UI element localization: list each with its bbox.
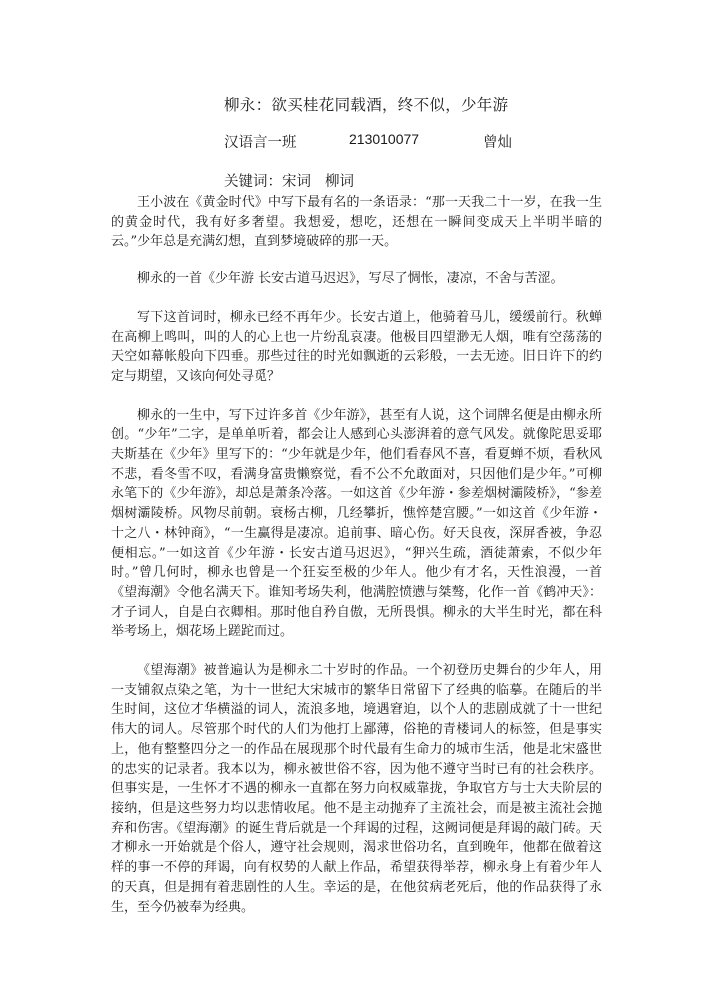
keywords-line [224, 170, 354, 191]
student-id: 213010077 [349, 131, 420, 147]
keyword-1: 宋词 [282, 174, 311, 190]
class-name: 汉语言一班 [224, 135, 297, 151]
author-name: 曾灿 [483, 135, 512, 151]
keyword-2: 柳词 [325, 174, 354, 190]
paragraph-2: 柳永的一首《少年游 长安古道马迟迟》，写尽了惆怅，凄凉，不舍与苦涩。 [137, 271, 564, 287]
paragraph-5: 《望海潮》被普遍认为是柳永二十岁时的作品。一个初登历史舞台的少年人，用一支铺叙点染之笔，为十一世纪大宋城市的繁华日常留下了经典的临摹。在随后的半生时间，这位才华横溢的词人，流浪多地，境遇窘迫，以个人的悲剧成就了十一世纪伟大的词人。尽管那个时代的人们为他打上鄙薄，俗艳的青楼词人的标签，但是事实上，他有整整四分之一的作品在展现那个时代最有生命力的城市生活，他是北宋盛世的忠实的记录者。我本以为，柳永被世俗不容，因为他不遵守当时已有的社会秩序。但事实是，一生怀才不遇的柳永一直都在努力向权威靠拢，争取官方与士大夫阶层的接纳，但是这些努力均以悲情收尾。他不是主动抛弃了主流社会，而是被主流社会抛弃和伤害。《望海潮》的诞生背后就是一个拜谒的过程，这阙词便是拜谒的敲门砖。天才柳永一开始就是个俗人，遵守社会规则，渴求世俗功名，直到晚年，他都在做着这样的事一不停的拜谒，向有权势的人献上作品，希望获得举荐，柳永身上有着少年人的天真，但是拥有着悲剧性的人生。幸运的是，在他贫病老死后，他的作品获得了永生，至今仍被奉为经典。 [111, 663, 602, 915]
keywords-label: 关键词： [224, 174, 282, 190]
document-body [111, 193, 602, 936]
paragraph-3: 写下这首词时，柳永已经不再年少。长安古道上，他骑着马儿，缓缓前行。秋蝉在高柳上鸣叫，叫的人的心上也一片纷乱哀凄。他极目四望渺无人烟，唯有空荡荡的天空如幕帐般向下四垂。那些过往的时光如飘逝的云彩般，一去无迹。旧日许下的约定与期望，又该向何处寻觅？ [111, 309, 602, 384]
paragraph-4: 柳永的一生中，写下过许多首《少年游》，甚至有人说，这个词牌名便是由柳永所创。“少年”二字，是单单听着，都会让人感到心头澎湃着的意气风发。就像陀思妥耶夫斯基在《少年》里写下的：“少年就是少年，他们看春风不喜，看夏蝉不烦，看秋风不悲，看冬雪不叹，看满身富贵懒察觉，看不公不允敢面对，只因他们是少年。”可柳永笔下的《少年游》，却总是萧条冷落。一如这首《少年游・参差烟树灞陵桥》，“参差烟树灞陵桥。风物尽前朝。衰杨古柳，几经攀折，憔悴楚宫腰。”一如这首《少年游・十之八・林钟商》，“一生赢得是凄凉。追前事、暗心伤。好天良夜，深屏香被，争忍便相忘。”一如这首《少年游・长安古道马迟迟》，“狎兴生疏，酒徒萧索，不似少年时。”曾几何时，柳永也曾是一个狂妄至极的少年人。他少有才名，天性浪漫，一首《望海潮》令他名满天下。谁知考场失利，他满腔愤懑与桀骜，化作一首《鹤冲天》：才子词人，自是白衣卿相。那时他自矜自傲，无所畏惧。柳永的大半生时光，都在科举考场上，烟花场上蹉跎而过。 [111, 407, 602, 640]
paragraph-1: 王小波在《黄金时代》中写下最有名的一条语录：“那一天我二十一岁，在我一生的黄金时代，我有好多奢望。我想爱，想吃，还想在一瞬间变成天上半明半暗的云。”少年总是充满幻想，直到梦境破碎的那一天。 [111, 195, 602, 250]
document-title: 柳永：欲买桂花同载酒，终不似，少年游 [224, 96, 509, 114]
